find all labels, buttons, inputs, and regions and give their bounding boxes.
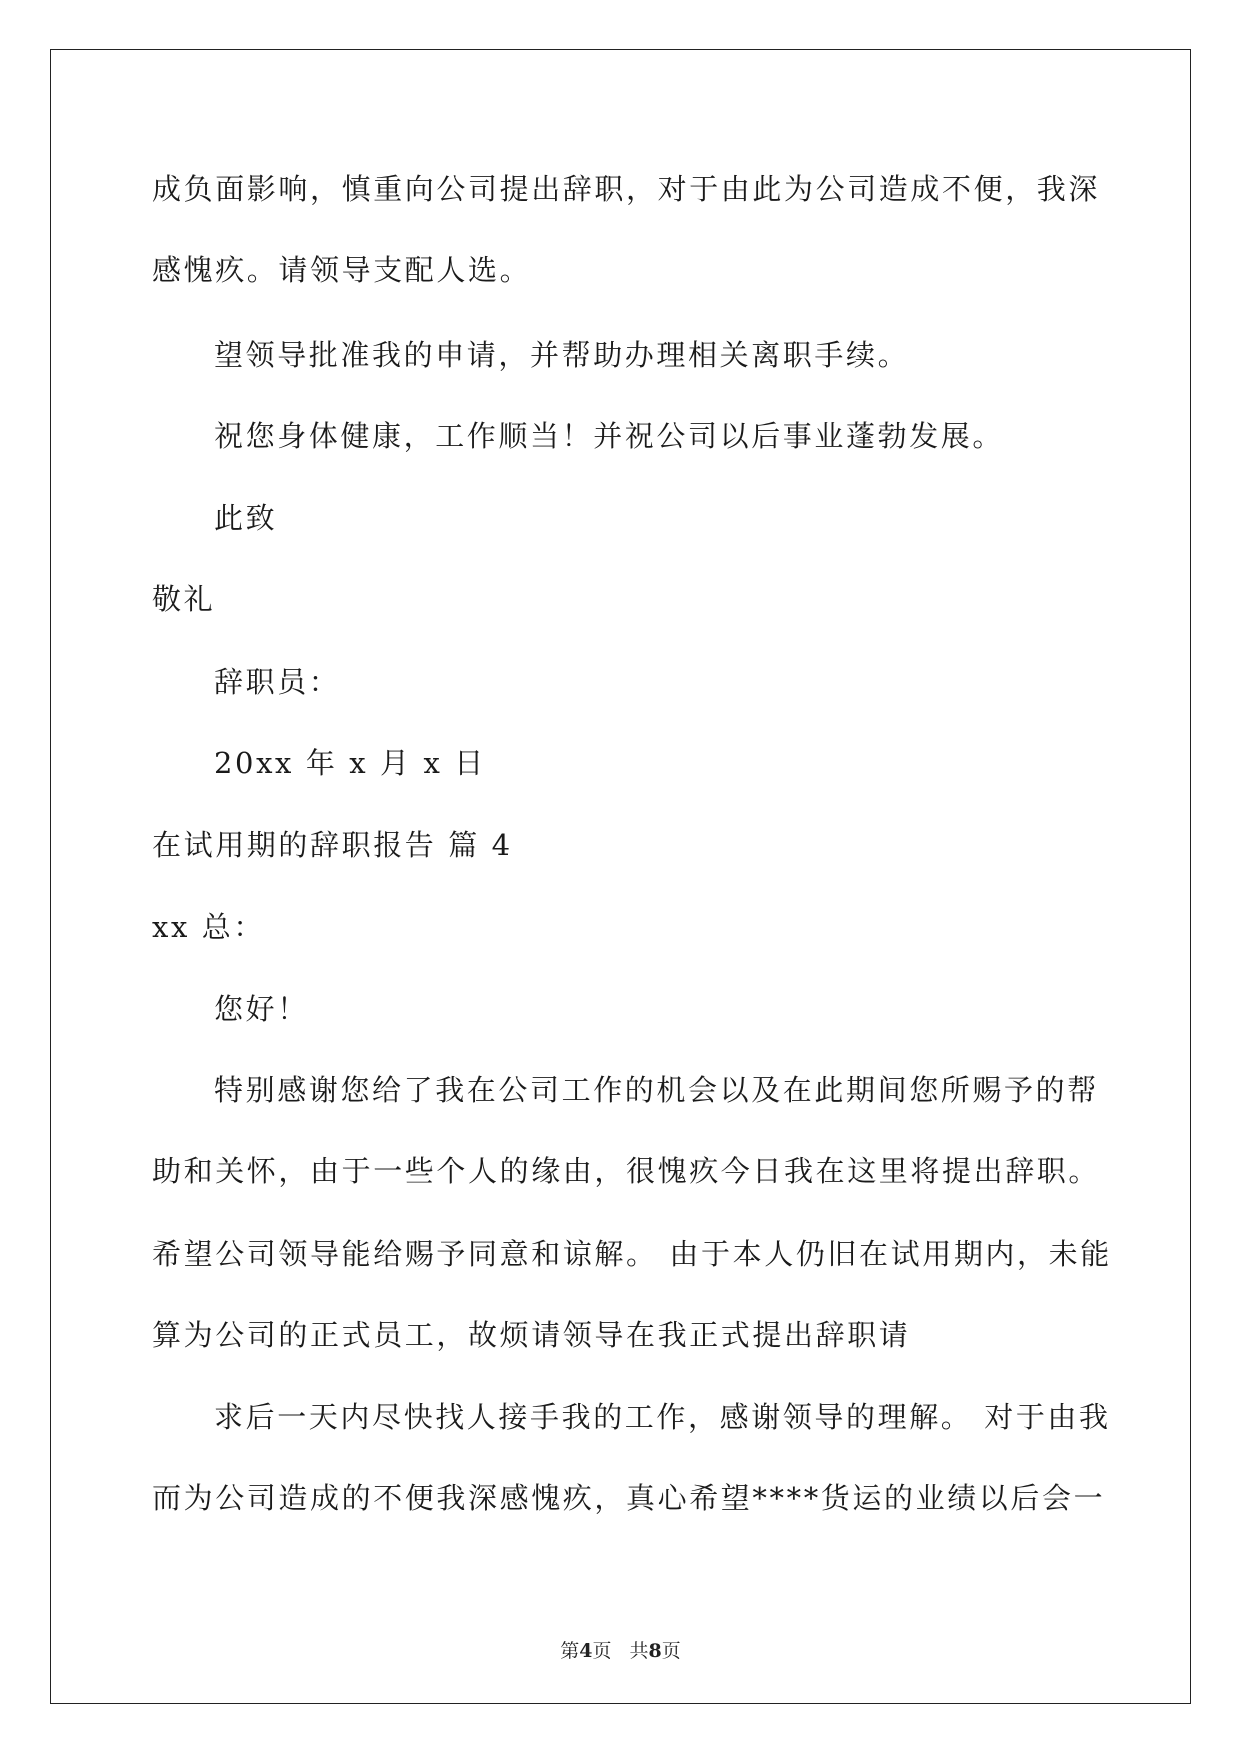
section-heading: 在试用期的辞职报告 篇 4 <box>152 828 513 862</box>
total-prefix: 共 <box>629 1640 649 1662</box>
body-line-15: 算为公司的正式员工，故烦请领导在我正式提出辞职请 <box>152 1318 911 1352</box>
page-unit: 页 <box>592 1640 612 1662</box>
body-line-2: 感愧疚。请领导支配人选。 <box>152 253 532 287</box>
closing-salutation: 此致 <box>214 501 278 535</box>
body-line-3: 望领导批准我的申请，并帮助办理相关离职手续。 <box>214 338 910 372</box>
recipient-line: xx 总： <box>152 910 265 944</box>
body-line-16: 求后一天内尽快找人接手我的工作，感谢领导的理解。 对于由我 <box>214 1400 1111 1434</box>
body-line-13: 助和关怀，由于一些个人的缘由，很愧疚今日我在这里将提出辞职。 <box>152 1154 1101 1188</box>
closing-respect: 敬礼 <box>152 582 216 616</box>
page-total: 8 <box>648 1640 662 1662</box>
body-line-12: 特别感谢您给了我在公司工作的机会以及在此期间您所赐予的帮 <box>214 1073 1099 1107</box>
page-footer <box>0 1636 1241 1663</box>
body-line-1: 成负面影响，慎重向公司提出辞职，对于由此为公司造成不便，我深 <box>152 172 1101 206</box>
total-unit: 页 <box>661 1640 681 1662</box>
page-prefix: 第 <box>560 1640 580 1662</box>
body-line-17: 而为公司造成的不便我深感愧疚，真心希望****货运的业绩以后会一 <box>152 1481 1106 1515</box>
body-line-4: 祝您身体健康，工作顺当！并祝公司以后事业蓬勃发展。 <box>214 419 1005 453</box>
date-line: 20xx 年 x 月 x 日 <box>214 746 486 780</box>
greeting-line: 您好！ <box>214 992 309 1026</box>
page-border <box>50 49 1191 1704</box>
body-line-14: 希望公司领导能给赐予同意和谅解。 由于本人仍旧在试用期内，未能 <box>152 1237 1112 1271</box>
signature-label: 辞职员： <box>214 665 341 699</box>
page-current: 4 <box>579 1640 593 1662</box>
